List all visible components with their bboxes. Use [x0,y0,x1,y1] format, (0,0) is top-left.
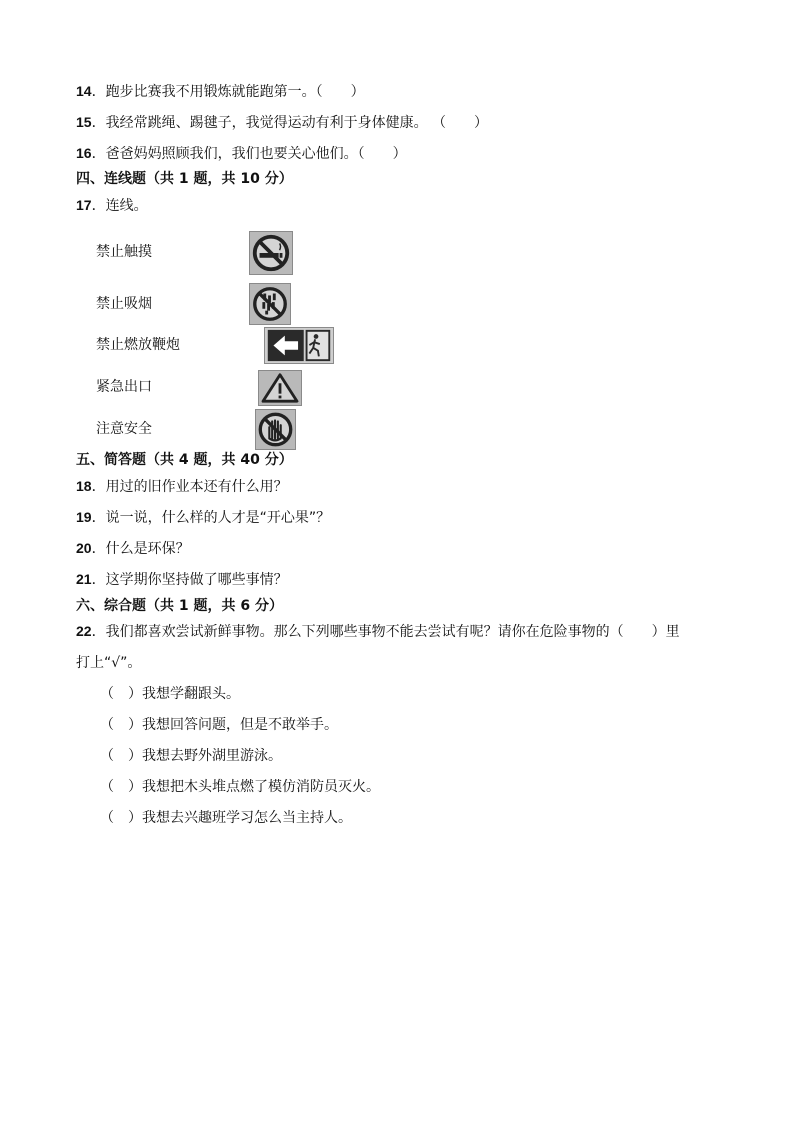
question-17 [76,195,148,216]
question-text: ．跑步比赛我不用锻炼就能跑第一。（ ） [91,84,365,100]
question-text: ．爸爸妈妈照顾我们，我们也要关心他们。（ ） [91,146,407,162]
question-number: 15 [76,114,92,130]
option-item[interactable]: （ ）我想去野外湖里游泳。 [100,748,282,764]
option-item[interactable]: （ ）我想把木头堆点燃了模仿消防员灭火。 [100,779,380,795]
question-text: ．连线。 [91,198,148,214]
section-heading-matching: 四、连线题（共 1 题，共 10 分） [76,171,293,187]
question-number: 20 [76,540,92,556]
question-22 [76,621,680,642]
question-text: ．用过的旧作业本还有什么用？ [91,479,288,495]
option-item[interactable]: （ ）我想学翻跟头。 [100,686,240,702]
question-21 [76,569,288,590]
question-22-continued: 打上“√”。 [76,655,142,671]
question-18 [76,476,288,497]
option-item[interactable]: （ ）我想回答问题，但是不敢举手。 [100,717,338,733]
question-text: ．这学期你坚持做了哪些事情？ [91,572,288,588]
question-number: 14 [76,83,92,99]
caution-warning-sign-icon[interactable] [258,370,302,406]
section-heading-short-answer: 五、简答题（共 4 题，共 40 分） [76,452,293,468]
question-number: 21 [76,571,92,587]
question-15 [76,112,488,133]
question-14 [76,81,365,102]
question-text: ．什么是环保？ [91,541,190,557]
question-number: 17 [76,197,92,213]
question-number: 22 [76,623,92,639]
question-text: ．说一说，什么样的人才是“开心果”？ [91,510,331,526]
question-number: 19 [76,509,92,525]
no-touching-sign-icon[interactable] [255,409,296,450]
question-16 [76,143,407,164]
match-label-no-smoking[interactable]: 禁止吸烟 [96,296,152,312]
match-label-caution[interactable]: 注意安全 [96,421,152,437]
no-firecracker-sign-icon[interactable] [249,283,291,325]
match-label-no-firecrackers[interactable]: 禁止燃放鞭炮 [96,337,180,353]
question-text: ．我经常跳绳、踢毽子，我觉得运动有利于身体健康。 （ ） [91,115,489,131]
no-smoking-sign-icon[interactable] [249,231,293,275]
match-label-emergency-exit[interactable]: 紧急出口 [96,379,152,395]
question-20 [76,538,190,559]
section-heading-comprehensive: 六、综合题（共 1 题，共 6 分） [76,598,283,614]
question-text: ．我们都喜欢尝试新鲜事物。那么下列哪些事物不能去尝试有呢？请你在危险事物的（ ）里 [91,624,680,640]
question-number: 16 [76,145,92,161]
emergency-exit-sign-icon[interactable] [264,327,334,364]
question-19 [76,507,330,528]
question-number: 18 [76,478,92,494]
option-item[interactable]: （ ）我想去兴趣班学习怎么当主持人。 [100,810,352,826]
match-label-no-touching[interactable]: 禁止触摸 [96,244,152,260]
